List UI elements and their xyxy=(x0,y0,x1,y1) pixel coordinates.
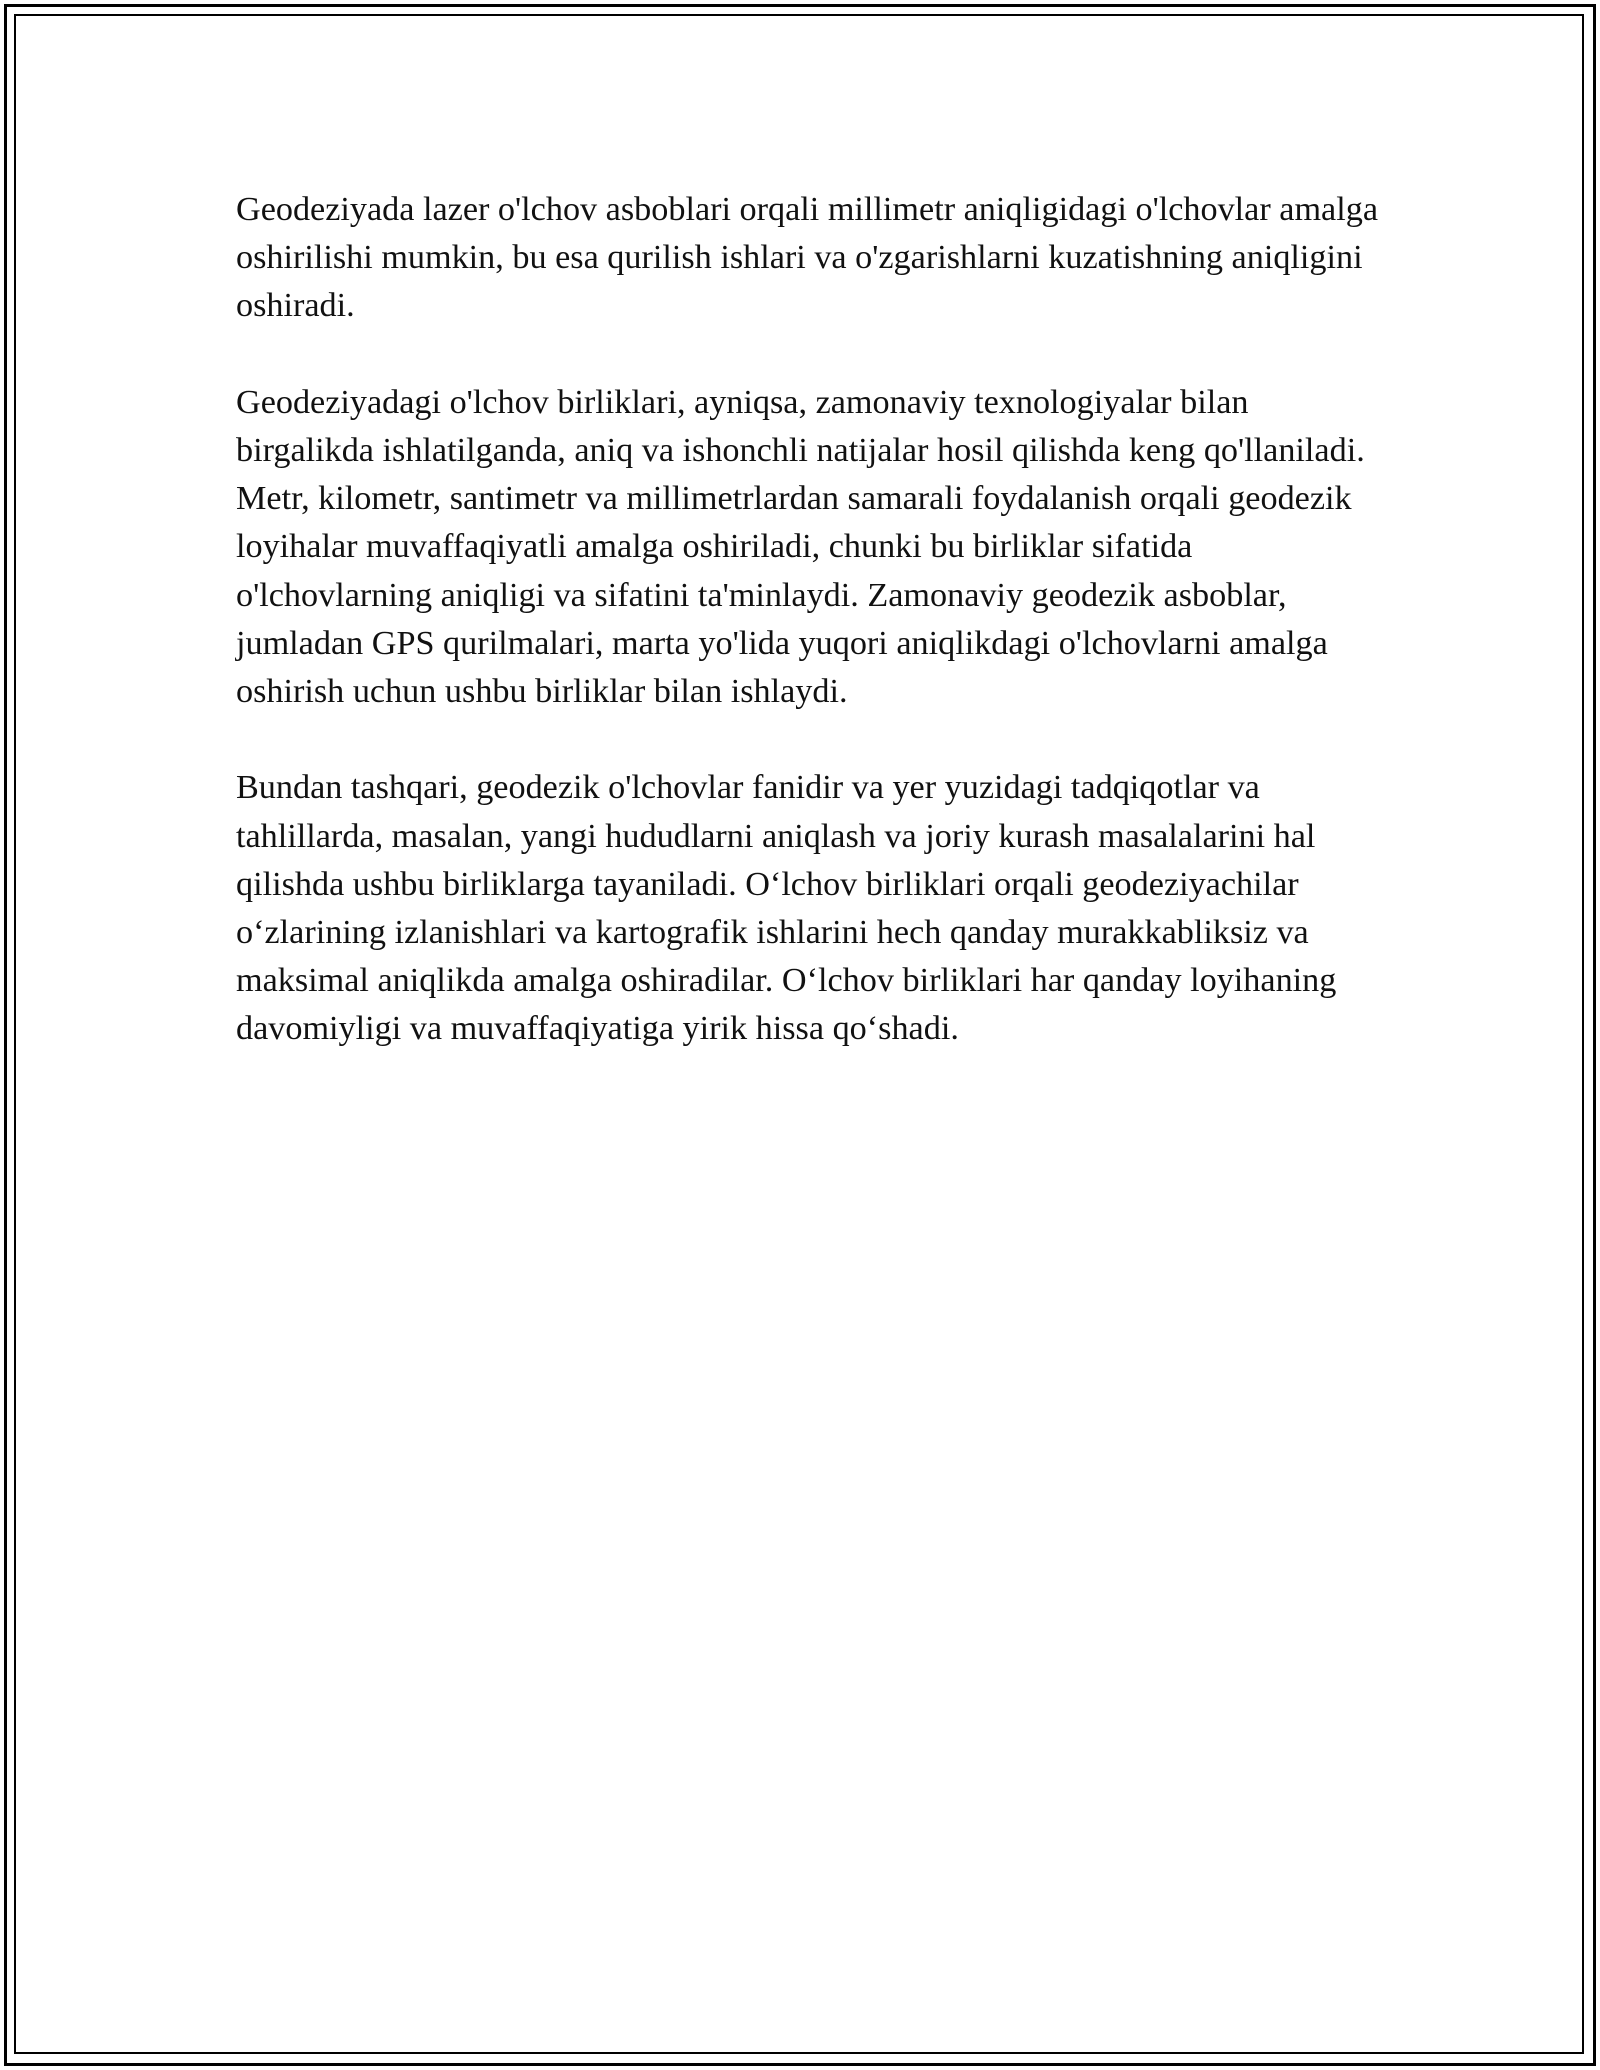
paragraph-2: Geodeziyadagi o'lchov birliklari, ayniqsa, zamonaviy texnologiyalar bilan birgalikda ishlatilganda, aniq va ishonchli natijalar hosil qilishda keng qo'llaniladi. Metr, kilometr, santimetr va millimetrlardan samarali foydalanish orqali geodezik loyihalar muvaffaqiyatli amalga oshiriladi, chunki bu birliklar sifatida o'lchovlarning aniqligi va sifatini ta'minlaydi. Zamonaviy geodezik asboblar, jumladan GPS qurilmalari, marta yo'lida yuqori aniqlikdagi o'lchovlarni amalga oshirish uchun ushbu birliklar bilan ishlaydi. xyxy=(236,383,1365,711)
paragraph-1: Geodeziyada lazer o'lchov asboblari orqali millimetr aniqligidagi o'lchovlar amalga oshirilishi mumkin, bu esa qurilish ishlari va o'zgarishlarni kuzatishning aniqligini oshiradi. xyxy=(236,191,1378,325)
document-body xyxy=(236,186,1386,1102)
paragraph-3: Bundan tashqari, geodezik o'lchovlar fanidir va yer yuzidagi tadqiqotlar va tahlillarda, masalan, yangi hududlarni aniqlash va joriy kurash masalalarini hal qilishda ushbu birliklarga tayaniladi. O‘lchov birliklari orqali geodeziyachilar o‘zlarining izlanishlari va kartografik ishlarini hech qanday murakkabliksiz va maksimal aniqlikda amalga oshiradilar. O‘lchov birliklari har qanday loyihaning davomiyligi va muvaffaqiyatiga yirik hissa qo‘shadi. xyxy=(236,769,1337,1048)
